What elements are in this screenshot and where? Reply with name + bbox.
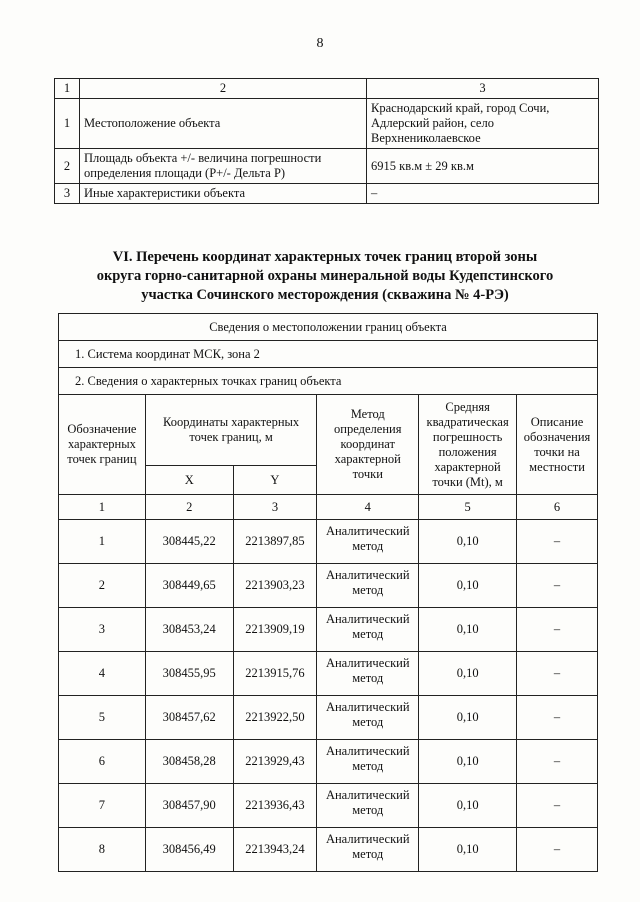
table-row xyxy=(59,828,598,872)
y-coordinate: 2213909,19 xyxy=(233,608,317,652)
designation-header xyxy=(59,395,146,495)
method-line: Аналитический xyxy=(325,832,410,846)
point-number: 8 xyxy=(59,828,146,872)
point-description: – xyxy=(517,608,598,652)
value-line: Краснодарский край, город Сочи, xyxy=(371,101,550,115)
description-header xyxy=(517,395,598,495)
mean-square-error: 0,10 xyxy=(419,828,517,872)
column-number: 6 xyxy=(517,495,598,520)
header-line: точки (Mt), м xyxy=(432,474,503,489)
mean-square-error: 0,10 xyxy=(419,652,517,696)
point-description: – xyxy=(517,784,598,828)
point-number: 3 xyxy=(59,608,146,652)
header-line: положения xyxy=(438,444,497,459)
header-line: Описание xyxy=(530,414,584,429)
x-coordinate: 308445,22 xyxy=(145,520,233,564)
column-number: 3 xyxy=(233,495,317,520)
row-label: Местоположение объекта xyxy=(80,99,367,149)
y-coordinate: 2213897,85 xyxy=(233,520,317,564)
point-description: – xyxy=(517,740,598,784)
method xyxy=(317,520,419,564)
point-number: 5 xyxy=(59,696,146,740)
table1-header-cell: 2 xyxy=(80,79,367,99)
table-row xyxy=(59,740,598,784)
method xyxy=(317,696,419,740)
row-number: 2 xyxy=(55,149,80,184)
table1-row-other xyxy=(55,184,599,204)
table1-header-row xyxy=(55,79,599,99)
point-number: 6 xyxy=(59,740,146,784)
header-line: квадратическая xyxy=(426,414,509,429)
point-description: – xyxy=(517,564,598,608)
method-line: Аналитический xyxy=(325,524,410,538)
method-line: метод xyxy=(352,715,384,729)
y-coordinate: 2213943,24 xyxy=(233,828,317,872)
x-coordinate: 308449,65 xyxy=(145,564,233,608)
header-line: точек границ xyxy=(67,452,137,466)
x-coordinate: 308457,62 xyxy=(145,696,233,740)
y-coordinate: 2213915,76 xyxy=(233,652,317,696)
mean-square-error: 0,10 xyxy=(419,608,517,652)
method-line: метод xyxy=(352,627,384,641)
table1-header-cell: 1 xyxy=(55,79,80,99)
section-title xyxy=(60,248,590,305)
method-line: Аналитический xyxy=(325,612,410,626)
mean-square-error: 0,10 xyxy=(419,696,517,740)
point-number: 7 xyxy=(59,784,146,828)
header-line: Координаты характерных xyxy=(162,415,300,429)
row-value xyxy=(367,99,599,149)
header-line: определения xyxy=(334,422,402,436)
method xyxy=(317,564,419,608)
object-info-table xyxy=(54,78,599,204)
point-number: 2 xyxy=(59,564,146,608)
mean-square-error: 0,10 xyxy=(419,784,517,828)
table-row xyxy=(59,696,598,740)
label-line: Площадь объекта +/- величина погрешности xyxy=(84,151,322,165)
column-number: 4 xyxy=(317,495,419,520)
header-line: Средняя xyxy=(445,399,490,414)
method xyxy=(317,652,419,696)
x-coordinate: 308456,49 xyxy=(145,828,233,872)
row-value: – xyxy=(367,184,599,204)
value-line: Верхнениколаевское xyxy=(371,131,481,145)
y-coordinate: 2213922,50 xyxy=(233,696,317,740)
error-header xyxy=(419,395,517,495)
row-label xyxy=(80,149,367,184)
table1-row-location xyxy=(55,99,599,149)
header-line: характерной xyxy=(434,459,501,474)
points-section-header: 2. Сведения о характерных точках границ объекта xyxy=(59,368,598,395)
table1-row-area xyxy=(55,149,599,184)
title-line: VI. Перечень координат характерных точек границ второй зоны xyxy=(112,249,538,265)
header-line: точек границ, м xyxy=(189,430,273,444)
method-line: Аналитический xyxy=(325,700,410,714)
header-line: Метод xyxy=(350,407,385,421)
method xyxy=(317,608,419,652)
mean-square-error: 0,10 xyxy=(419,520,517,564)
point-description: – xyxy=(517,520,598,564)
y-coordinate: 2213903,23 xyxy=(233,564,317,608)
row-value: 6915 кв.м ± 29 кв.м xyxy=(367,149,599,184)
header-line: местности xyxy=(529,459,585,474)
header-line: погрешность xyxy=(432,429,503,444)
coordinates-header xyxy=(145,395,316,466)
coordinate-system: 1. Система координат МСК, зона 2 xyxy=(59,341,598,368)
method xyxy=(317,828,419,872)
method-line: метод xyxy=(352,759,384,773)
method xyxy=(317,740,419,784)
point-description: – xyxy=(517,696,598,740)
method-line: метод xyxy=(352,539,384,553)
table-row xyxy=(59,784,598,828)
row-label: Иные характеристики объекта xyxy=(80,184,367,204)
table-row xyxy=(59,564,598,608)
y-header: Y xyxy=(233,466,317,495)
method-line: Аналитический xyxy=(325,656,410,670)
method-header xyxy=(317,395,419,495)
x-coordinate: 308458,28 xyxy=(145,740,233,784)
y-coordinate: 2213936,43 xyxy=(233,784,317,828)
title-line: участка Сочинского месторождения (скважина № 4-РЭ) xyxy=(141,287,509,303)
page-number: 8 xyxy=(316,36,324,51)
table-row xyxy=(59,520,598,564)
point-description: – xyxy=(517,652,598,696)
method-line: метод xyxy=(352,583,384,597)
row-number: 1 xyxy=(55,99,80,149)
table1-header-cell: 3 xyxy=(367,79,599,99)
value-line: Адлерский район, село xyxy=(371,116,494,130)
header-line: характерной xyxy=(334,452,401,466)
label-line: определения площади (P+/- Дельта P) xyxy=(84,166,286,180)
mean-square-error: 0,10 xyxy=(419,740,517,784)
table-row xyxy=(59,652,598,696)
header-line: обозначения xyxy=(523,429,591,444)
y-coordinate: 2213929,43 xyxy=(233,740,317,784)
x-coordinate: 308455,95 xyxy=(145,652,233,696)
x-header: X xyxy=(145,466,233,495)
mean-square-error: 0,10 xyxy=(419,564,517,608)
x-coordinate: 308457,90 xyxy=(145,784,233,828)
table-row xyxy=(59,608,598,652)
coordinates-table xyxy=(58,313,598,872)
column-number: 2 xyxy=(145,495,233,520)
column-number: 1 xyxy=(59,495,146,520)
column-number: 5 xyxy=(419,495,517,520)
method-line: метод xyxy=(352,847,384,861)
point-number: 1 xyxy=(59,520,146,564)
title-line: округа горно-санитарной охраны минеральной воды Кудепстинского xyxy=(96,268,554,284)
table-title: Сведения о местоположении границ объекта xyxy=(59,314,598,341)
method-line: метод xyxy=(352,671,384,685)
method-line: метод xyxy=(352,803,384,817)
header-line: характерных xyxy=(67,437,136,451)
method-line: Аналитический xyxy=(325,788,410,802)
method-line: Аналитический xyxy=(325,568,410,582)
method-line: Аналитический xyxy=(325,744,410,758)
header-line: точки xyxy=(352,467,383,481)
x-coordinate: 308453,24 xyxy=(145,608,233,652)
header-line: точки на xyxy=(534,444,580,459)
header-line: Обозначение xyxy=(67,422,137,436)
method xyxy=(317,784,419,828)
point-number: 4 xyxy=(59,652,146,696)
row-number: 3 xyxy=(55,184,80,204)
header-line: координат xyxy=(340,437,395,451)
point-description: – xyxy=(517,828,598,872)
